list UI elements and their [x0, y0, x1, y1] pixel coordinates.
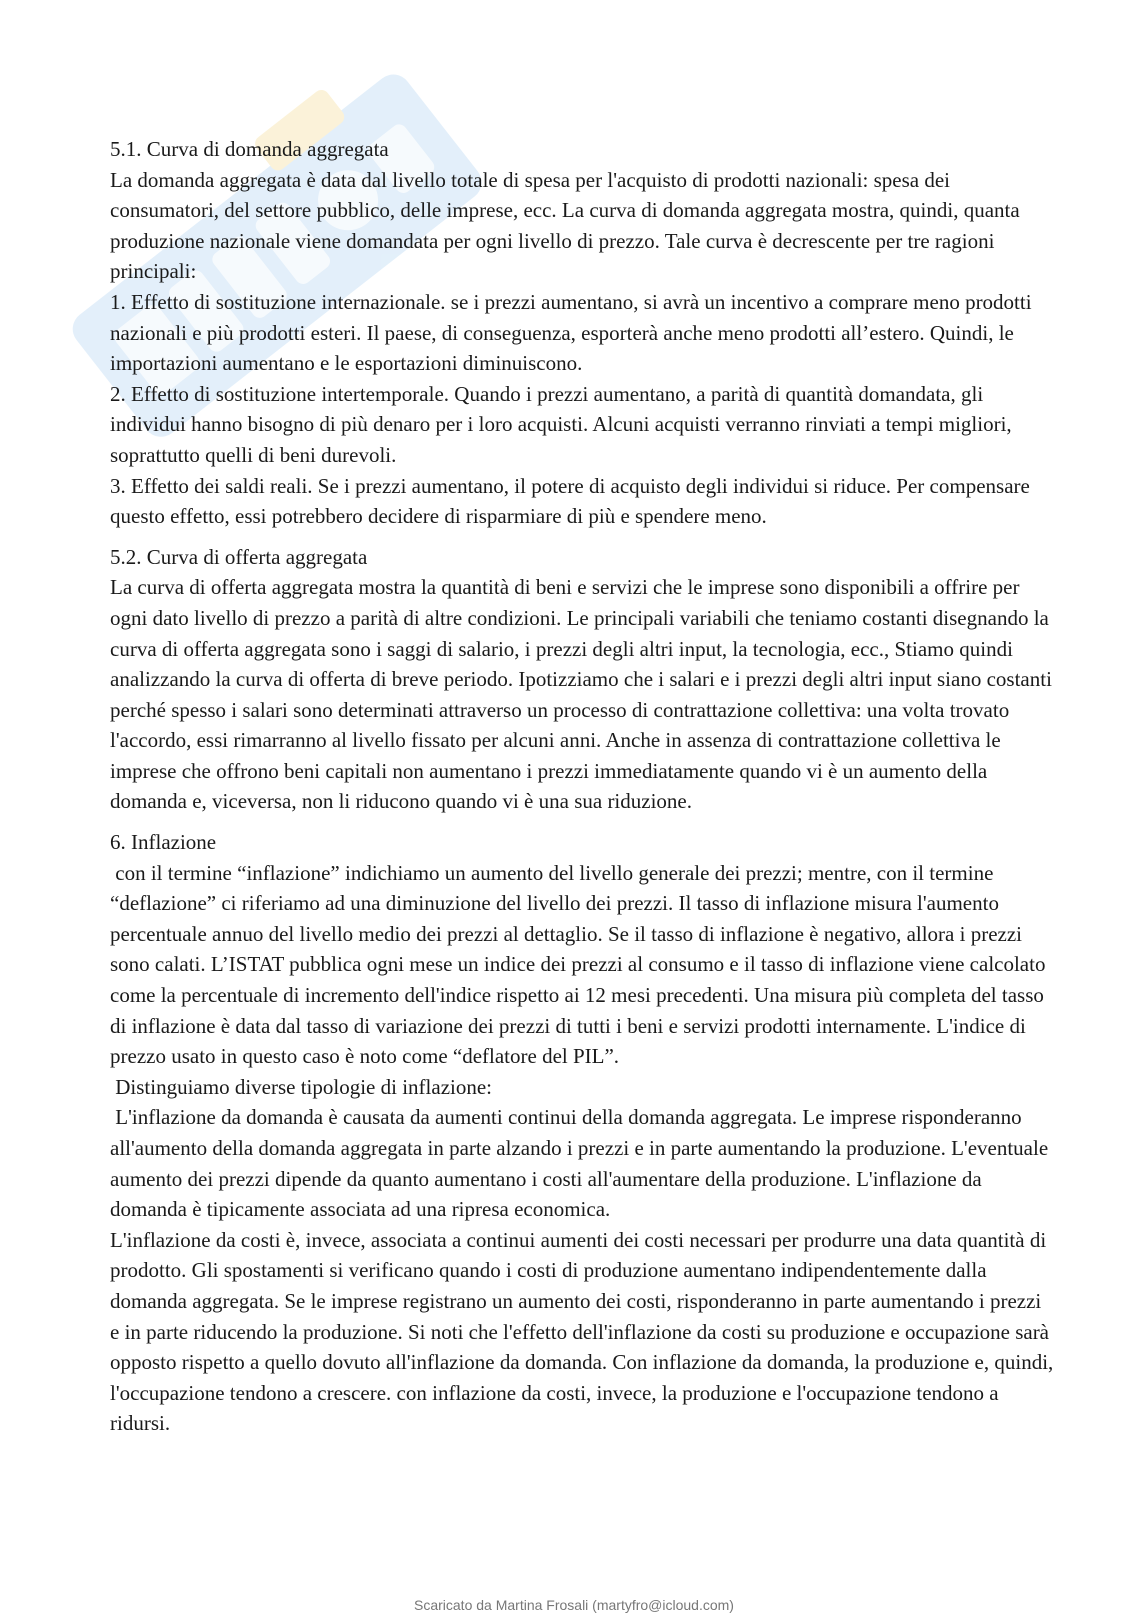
- section-inflazione: [110, 827, 1059, 1439]
- paragraph: La domanda aggregata è data dal livello totale di spesa per l'acquisto di prodotti nazionali: spesa dei consumatori, del settore pubblico, delle imprese, ecc. La curva di domanda aggregata mostra, quindi, quanta produzione nazionale viene domandata per ogni livello di prezzo. Tale curva è decrescente per tre ragioni principali:: [110, 167, 1025, 284]
- section-offerta-aggregata: [110, 542, 1058, 817]
- section-heading: 5.1. Curva di domanda aggregata: [110, 137, 389, 161]
- paragraph: 3. Effetto dei saldi reali. Se i prezzi aumentano, il potere di acquisto degli individui si riduce. Per compensare questo effetto, essi potrebbero decidere di risparmiare di più e spendere meno.: [110, 473, 1036, 529]
- section-domanda-aggregata: [110, 134, 1055, 532]
- paragraph: L'inflazione da costi è, invece, associata a continui aumenti dei costi necessari per produrre una data quantità di prodotto. Gli spostamenti si verificano quando i costi di produzione aumentano indipendentemente dalla domanda aggregata. Se le imprese registrano un aumento dei costi, risponderanno in parte aumentando i prezzi e in parte riducendo la produzione. Si noti che l'effetto dell'inflazione da costi su produzione e occupazione sarà opposto rispetto a quello dovuto all'inflazione da domanda. Con inflazione da domanda, la produzione e, quindi, l'occupazione tendono a crescere. con inflazione da costi, invece, la produzione e l'occupazione tendono a ridursi.: [110, 1227, 1059, 1436]
- download-footer: Scaricato da Martina Frosali (martyfro@icloud.com): [414, 1597, 734, 1613]
- section-heading: 5.2. Curva di offerta aggregata: [110, 544, 368, 569]
- paragraph: con il termine “inflazione” indichiamo un aumento del livello generale dei prezzi; mentre, con il termine “deflazione” ci riferiamo ad una diminuzione del livello dei prezzi. Il tasso di inflazione misura l'aumento percentuale annuo del livello medio dei prezzi al dettaglio. Se il tasso di inflazione è negativo, allora i prezzi sono calati. L’ISTAT pubblica ogni mese un indice dei prezzi al consumo e il tasso di inflazione viene calcolato come la percentuale di incremento dell'indice rispetto ai 12 mesi precedenti. Una misura più completa del tasso di inflazione è data dal tasso di variazione dei prezzi di tutti i beni e servizi prodotti internamente. L'indice di prezzo usato in questo caso è noto come “deflatore del PIL”.: [110, 860, 1051, 1069]
- section-heading: 6. Inflazione: [110, 830, 217, 855]
- paragraph: Distinguiamo diverse tipologie di inflazione:: [110, 1074, 493, 1099]
- paragraph: L'inflazione da domanda è causata da aumenti continui della domanda aggregata. Le imprese risponderanno all'aumento della domanda aggregata in parte alzando i prezzi e in parte aumentando la produzione. L'eventuale aumento dei prezzi dipende da quanto aumentano i costi all'aumentare della produzione. L'inflazione da domanda è tipicamente associata ad una ripresa economica.: [110, 1105, 1054, 1222]
- paragraph: 2. Effetto di sostituzione intertemporale. Quando i prezzi aumentano, a parità di quantità domandata, gli individui hanno bisogno di più denaro per i loro acquisti. Alcuni acquisti verranno rinviati a tempi migliori, soprattutto quelli di beni durevoli.: [110, 381, 1017, 467]
- paragraph: La curva di offerta aggregata mostra la quantità di beni e servizi che le imprese sono disponibili a offrire per ogni dato livello di prezzo a parità di altre condizioni. Le principali variabili che teniamo costanti disegnando la curva di offerta aggregata sono i saggi di salario, i prezzi degli altri input, la tecnologia, ecc., Stiamo quindi analizzando la curva di offerta di breve periodo. Ipotizziamo che i salari e i prezzi degli altri input siano costanti perché spesso i salari sono determinati attraverso un processo di contrattazione collettiva: una volta trovato l'accordo, essi rimarranno al livello fissato per alcuni anni. Anche in assenza di contrattazione collettiva le imprese che offrono beni capitali non aumentano i prezzi immediatamente quando vi è un aumento della domanda e, viceversa, non li riducono quando vi è una sua riduzione.: [110, 575, 1058, 814]
- document-body: [110, 134, 1059, 1449]
- paragraph: 1. Effetto di sostituzione internazionale. se i prezzi aumentano, si avrà un incentivo a comprare meno prodotti nazionali e più prodotti esteri. Il paese, di conseguenza, esporterà anche meno prodotti all’estero. Quindi, le importazioni aumentano e le esportazioni diminuiscono.: [110, 289, 1037, 376]
